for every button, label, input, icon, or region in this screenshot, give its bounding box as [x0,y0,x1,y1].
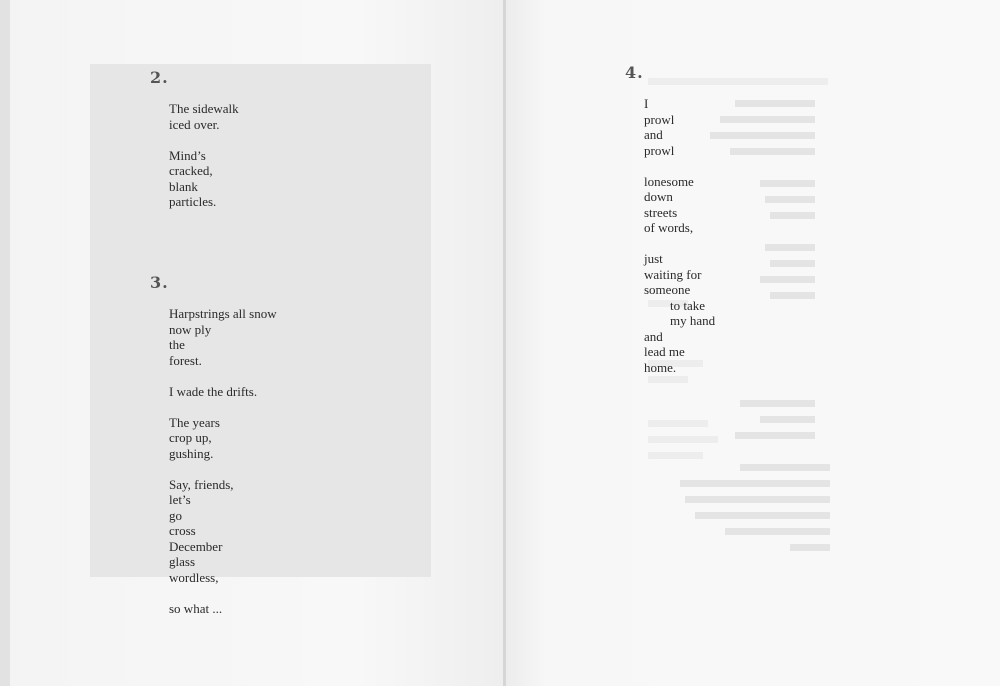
section-number-3: 3. [150,273,169,292]
poem-line: December [169,538,223,554]
poem-line: wordless, [169,569,219,585]
poem-line: glass [169,554,195,569]
poem-line: to take [670,297,706,313]
poem-line: and [644,127,663,142]
poem-line: prowl [644,142,675,158]
poem-line: go [169,507,182,523]
poem-line: lonesome [644,173,694,189]
poem-line: waiting for [644,266,702,282]
poem-section-3 [169,306,277,616]
poem-line: let’s [169,492,191,507]
poem-line: I [644,96,649,111]
page-edge [0,0,10,686]
poem-line: gushing. [169,445,214,461]
poem-line: just [644,251,663,266]
poem-line: so what ... [169,600,223,616]
poem-line: Say, friends, [169,476,234,492]
poem-line: now ply [169,321,212,337]
poem-line: iced over. [169,116,220,132]
poem-line: and [644,328,663,344]
poem-line: cracked, [169,163,213,178]
section-number-4: 4. [625,63,644,82]
poem-line: home. [644,359,677,375]
poem-section-2 [169,101,239,210]
poem-line: cross [169,523,196,538]
poem-line: lead me [644,344,685,359]
poem-line: down [644,189,673,204]
poem-line: of words, [644,220,694,235]
poem-line: particles. [169,194,217,209]
poem-line: blank [169,178,198,194]
poem-section-4 [644,96,715,375]
poem-line: Harpstrings all snow [169,306,277,321]
poem-line: someone [644,282,691,297]
poem-line: the [169,337,185,352]
poem-line: forest. [169,352,202,368]
poem-line: I wade the drifts. [169,383,258,399]
poem-line: my hand [670,313,716,328]
poem-line: The years [169,414,220,430]
poem-line: streets [644,204,678,220]
poem-line: crop up, [169,430,212,445]
section-number-2: 2. [150,68,169,87]
poem-line: prowl [644,111,675,127]
poem-line: The sidewalk [169,101,239,116]
poem-line: Mind’s [169,147,206,163]
